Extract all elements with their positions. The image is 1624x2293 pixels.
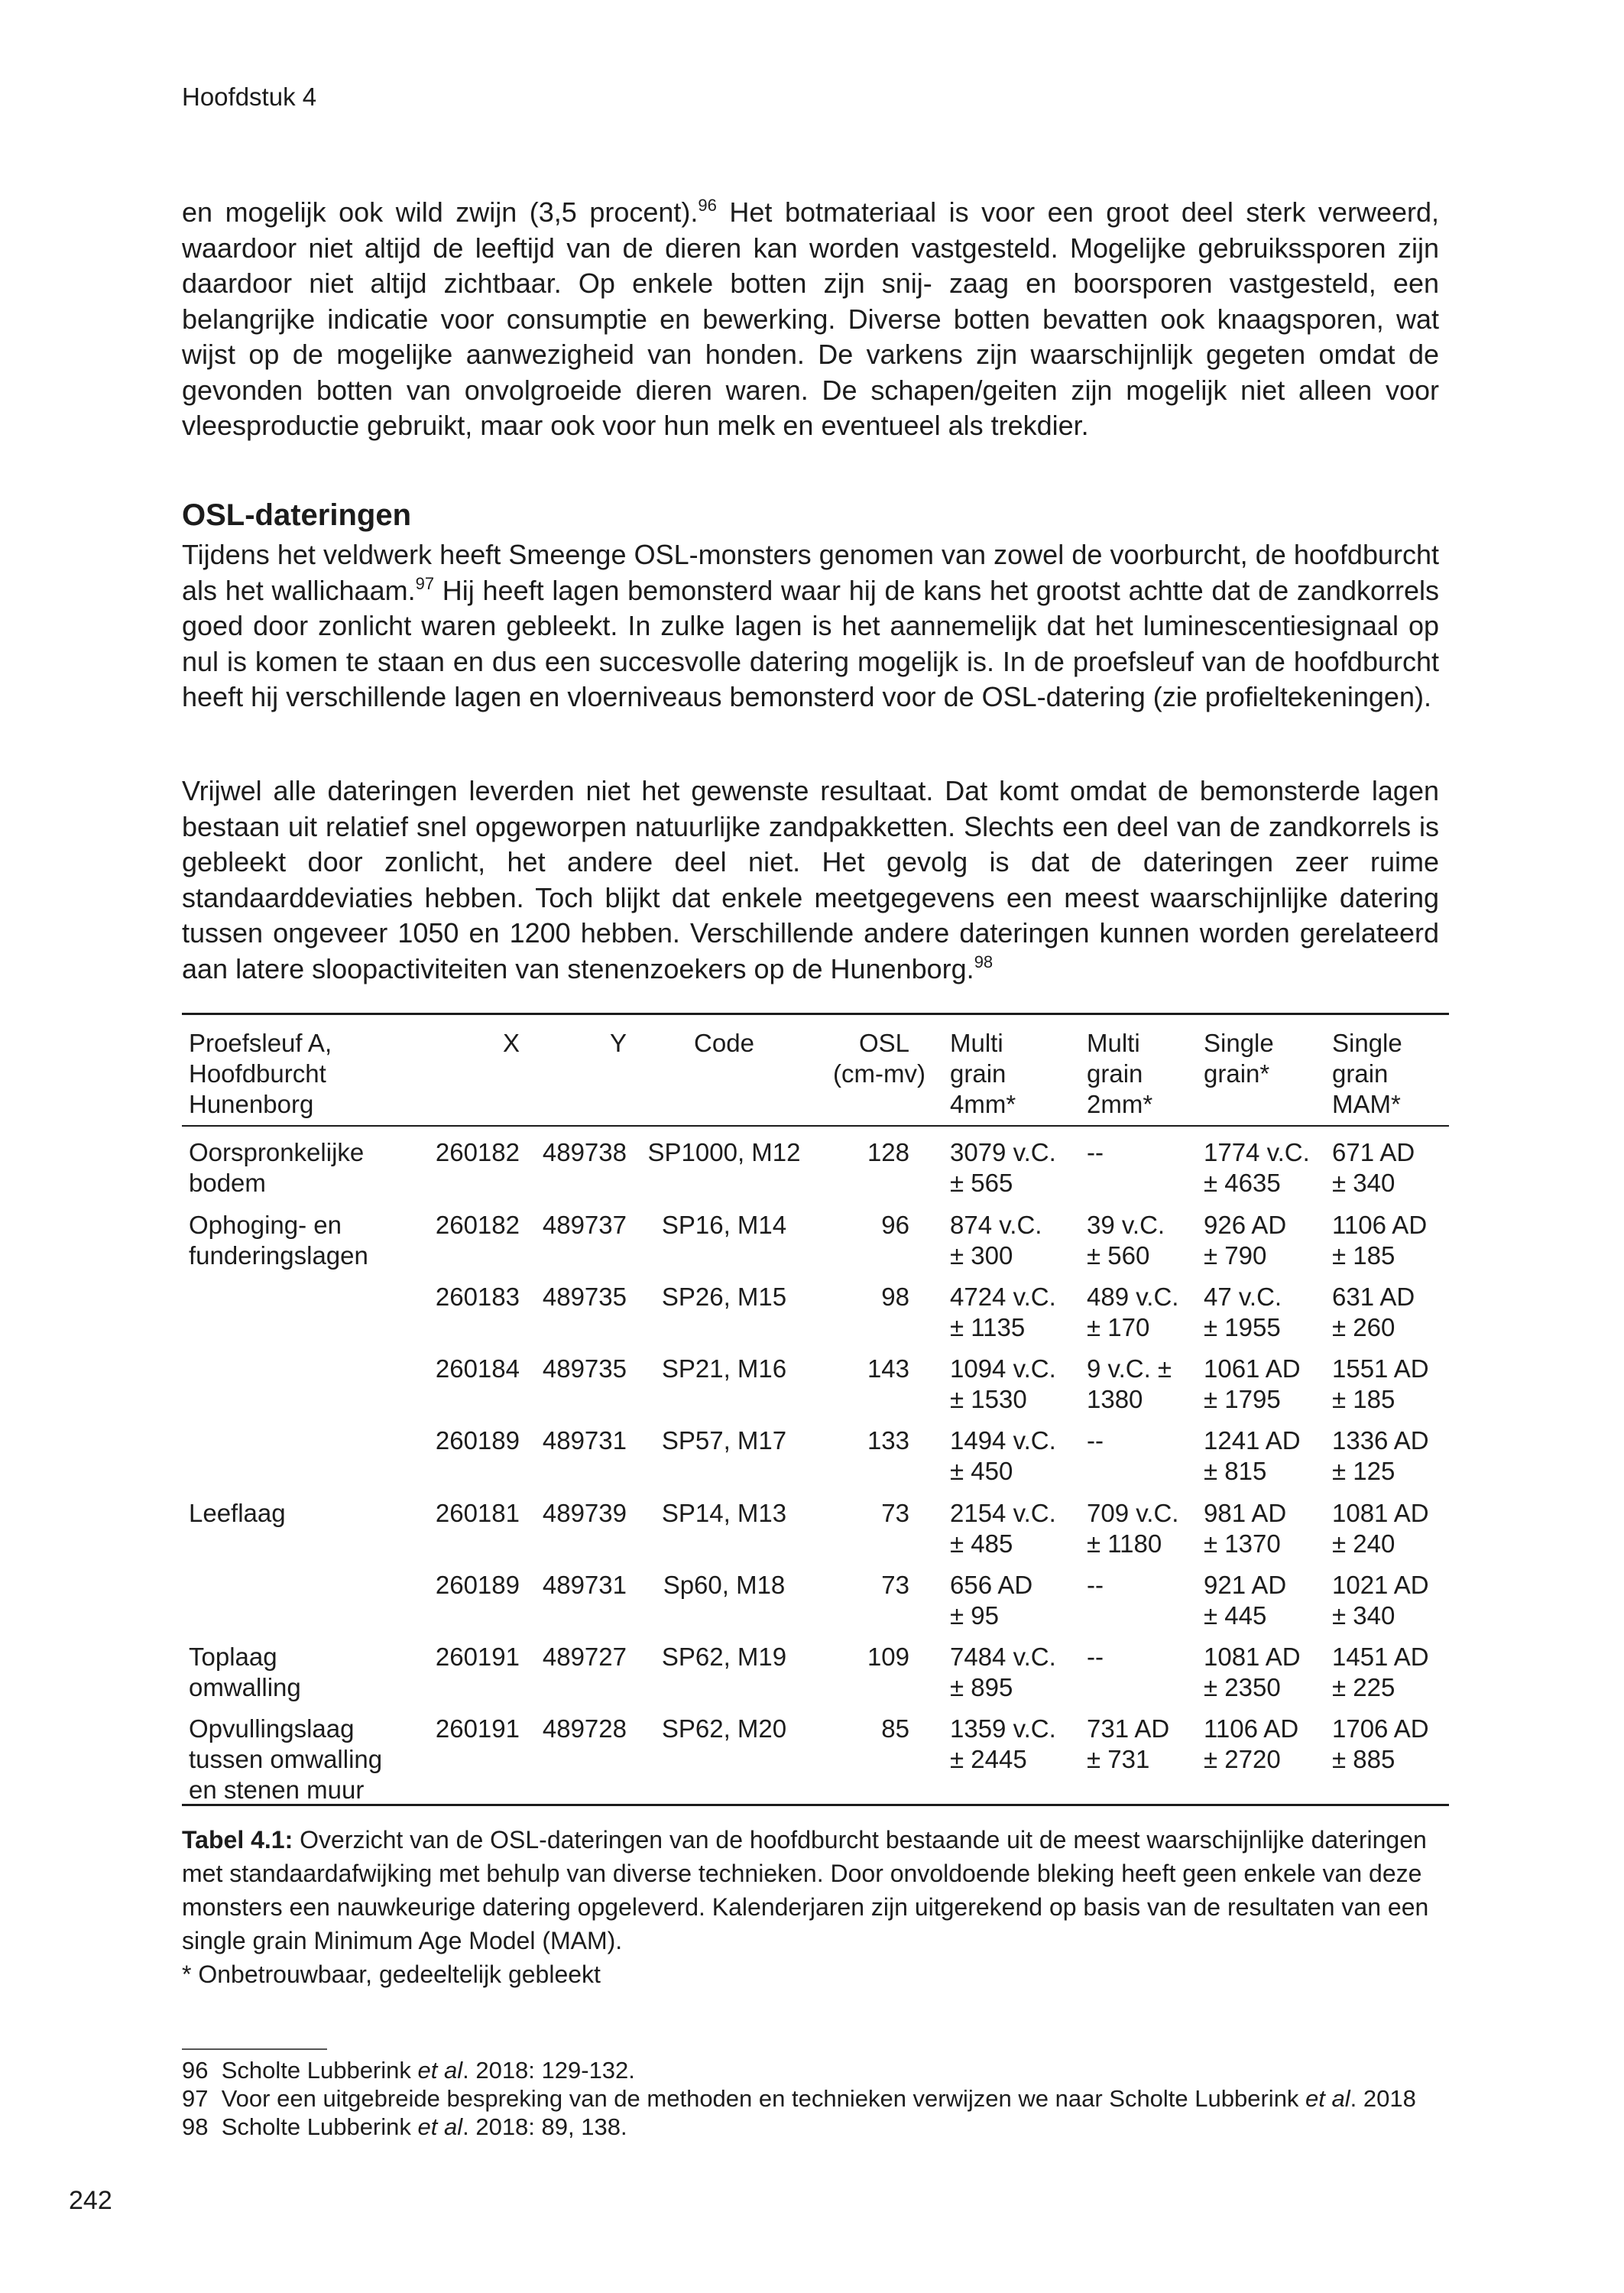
footnote-text: Scholte Lubberink xyxy=(221,2113,418,2140)
footnotes xyxy=(182,2056,1439,2141)
cell-line: ± 450 xyxy=(950,1457,1013,1485)
footnote-97 xyxy=(182,2084,1439,2113)
paragraph-osl-sampling xyxy=(182,537,1439,715)
cell-line: SP62, M20 xyxy=(661,1714,787,1743)
cell-single-grain xyxy=(1204,1354,1330,1415)
cell-line: tussen omwalling xyxy=(189,1745,383,1773)
cell-layer xyxy=(189,1714,418,1805)
cell-line: Leeflaag xyxy=(189,1499,286,1527)
cell-layer xyxy=(189,1498,418,1529)
cell-x-coord xyxy=(417,1425,520,1456)
cell-multi-grain-2mm xyxy=(1087,1425,1201,1456)
footnote-text: Voor een uitgebreide bespreking van de methoden en technieken verwijzen we naar Scholte Lubberink xyxy=(221,2085,1306,2112)
cell-single-grain xyxy=(1204,1642,1330,1703)
cell-line: 73 xyxy=(881,1571,909,1599)
cell-line: Single xyxy=(1332,1029,1402,1057)
cell-y-coord xyxy=(524,1714,627,1744)
cell-line: ± 240 xyxy=(1332,1529,1395,1558)
cell-single-grain-mam xyxy=(1332,1642,1454,1703)
cell-code xyxy=(634,1425,814,1456)
cell-line: ± 300 xyxy=(950,1241,1013,1270)
cell-line: Code xyxy=(694,1029,754,1057)
paragraph-text: Tijdens het veldwerk heeft Smeenge OSL-monsters genomen van zowel de voorburcht, de hoofdburcht als het wallichaam. xyxy=(182,539,1439,606)
cell-code xyxy=(634,1714,814,1744)
footnote-italic: et al xyxy=(417,2113,463,2140)
cell-line: en stenen muur xyxy=(189,1776,365,1804)
cell-multi-grain-2mm xyxy=(1087,1354,1201,1415)
cell-line: 260182 xyxy=(435,1138,520,1166)
cell-osl-depth xyxy=(833,1354,909,1384)
cell-line: 1451 AD xyxy=(1332,1643,1429,1671)
footnote-italic: et al xyxy=(417,2057,463,2084)
cell-y-coord xyxy=(524,1642,627,1672)
cell-line: Multi xyxy=(1087,1029,1140,1057)
cell-single-grain-mam xyxy=(1332,1282,1454,1343)
cell-line: -- xyxy=(1087,1571,1104,1599)
footnote-number: 96 xyxy=(182,2057,209,2084)
cell-code xyxy=(634,1570,814,1601)
cell-x-coord xyxy=(417,1210,520,1241)
cell-multi-grain-2mm xyxy=(1087,1714,1201,1775)
cell-line: 260183 xyxy=(435,1283,520,1311)
cell-x-coord xyxy=(417,1354,520,1384)
cell-line: 1494 v.C. xyxy=(950,1426,1056,1455)
cell-line: 1061 AD xyxy=(1204,1354,1301,1383)
cell-multi-grain-2mm xyxy=(1087,1282,1201,1343)
cell-code xyxy=(634,1137,814,1168)
cell-line: 9 v.C. ± xyxy=(1087,1354,1172,1383)
cell-line: ± 1530 xyxy=(950,1385,1027,1413)
cell-line: Opvullingslaag xyxy=(189,1714,355,1743)
cell-line: 260191 xyxy=(435,1643,520,1671)
cell-multi-grain-2mm xyxy=(1087,1642,1201,1672)
cell-line: -- xyxy=(1087,1426,1104,1455)
cell-line: 1359 v.C. xyxy=(950,1714,1056,1743)
footnote-ref-96[interactable]: 96 xyxy=(698,196,717,215)
cell-line: Oorspronkelijke xyxy=(189,1138,365,1166)
footnote-italic: et al xyxy=(1305,2085,1350,2112)
cell-line: 143 xyxy=(867,1354,909,1383)
cell-single-grain xyxy=(1204,1210,1330,1271)
table-top-rule xyxy=(182,1013,1449,1015)
cell-line: ± 485 xyxy=(950,1529,1013,1558)
footnote-text: . 2018: 129-132. xyxy=(462,2057,635,2084)
cell-line: 926 AD xyxy=(1204,1211,1287,1239)
cell-line: 709 v.C. xyxy=(1087,1499,1179,1527)
cell-line: ± 185 xyxy=(1332,1241,1395,1270)
cell-line: -- xyxy=(1087,1138,1104,1166)
cell-multi-grain-4mm xyxy=(950,1714,1080,1775)
cell-line: 2mm* xyxy=(1087,1090,1153,1118)
cell-line: 1106 AD xyxy=(1204,1714,1299,1743)
cell-single-grain xyxy=(1204,1282,1330,1343)
cell-line: ± 340 xyxy=(1332,1169,1395,1197)
footnote-separator xyxy=(182,2048,327,2050)
cell-code xyxy=(634,1498,814,1529)
cell-line: SP62, M19 xyxy=(661,1643,787,1671)
footnote-96 xyxy=(182,2056,1439,2084)
cell-line: ± 1370 xyxy=(1204,1529,1281,1558)
header-multi-grain-2mm xyxy=(1087,1028,1201,1120)
cell-line: 1081 AD xyxy=(1332,1499,1429,1527)
cell-line: Y xyxy=(609,1029,627,1057)
cell-single-grain xyxy=(1204,1498,1330,1559)
cell-line: ± 95 xyxy=(950,1601,999,1630)
cell-osl-depth xyxy=(833,1425,909,1456)
cell-line: 656 AD xyxy=(950,1571,1033,1599)
header-multi-grain-4mm xyxy=(950,1028,1080,1120)
cell-line: SP21, M16 xyxy=(661,1354,787,1383)
cell-line: 73 xyxy=(881,1499,909,1527)
cell-line: OSL xyxy=(858,1029,909,1057)
header-single-grain xyxy=(1204,1028,1330,1089)
cell-multi-grain-2mm xyxy=(1087,1210,1201,1271)
cell-line: 489727 xyxy=(542,1643,627,1671)
header-code xyxy=(634,1028,814,1059)
cell-line: ± 790 xyxy=(1204,1241,1267,1270)
cell-line: 1094 v.C. xyxy=(950,1354,1056,1383)
cell-line: 631 AD xyxy=(1332,1283,1415,1311)
cell-line: 260191 xyxy=(435,1714,520,1743)
cell-line: 731 AD xyxy=(1087,1714,1170,1743)
cell-line: X xyxy=(502,1029,520,1057)
cell-layer xyxy=(189,1210,418,1271)
cell-x-coord xyxy=(417,1642,520,1672)
footnote-text: Scholte Lubberink xyxy=(221,2057,418,2084)
running-head: Hoofdstuk 4 xyxy=(182,83,317,111)
cell-line: ± 170 xyxy=(1087,1313,1150,1341)
cell-osl-depth xyxy=(833,1642,909,1672)
section-title: OSL-dateringen xyxy=(182,498,412,532)
cell-line: grain xyxy=(1087,1059,1143,1088)
cell-line: ± 2445 xyxy=(950,1745,1027,1773)
cell-line: ± 445 xyxy=(1204,1601,1267,1630)
cell-multi-grain-4mm xyxy=(950,1282,1080,1343)
cell-line: 260182 xyxy=(435,1211,520,1239)
cell-line: ± 885 xyxy=(1332,1745,1395,1773)
cell-code xyxy=(634,1354,814,1384)
cell-line: 109 xyxy=(867,1643,909,1671)
cell-line: 489 v.C. xyxy=(1087,1283,1179,1311)
cell-line: ± 125 xyxy=(1332,1457,1395,1485)
cell-osl-depth xyxy=(833,1210,909,1241)
cell-line: 260189 xyxy=(435,1426,520,1455)
cell-multi-grain-4mm xyxy=(950,1570,1080,1631)
header-layer xyxy=(189,1028,418,1120)
cell-multi-grain-2mm xyxy=(1087,1498,1201,1559)
cell-line: -- xyxy=(1087,1643,1104,1671)
cell-line: 489731 xyxy=(542,1571,627,1599)
cell-line: bodem xyxy=(189,1169,266,1197)
cell-single-grain-mam xyxy=(1332,1714,1454,1775)
paragraph-text: Vrijwel alle dateringen leverden niet het gewenste resultaat. Dat komt omdat de bemonsterde lagen bestaan uit relatief snel opgeworpen natuurlijke zandpakketten. Slechts een deel van de zandkorrels is gebleekt door zonlicht, het andere deel niet. Het gevolg is dat de dateringen zeer ruime standaarddeviaties hebben. Toch blijkt dat enkele meetgegevens een meest waarschijnlijke datering tussen ongeveer 1050 en 1200 hebben. Verschillende andere dateringen kunnen worden gerelateerd aan latere sloopactiviteiten van stenenzoekers op de Hunenborg. xyxy=(182,775,1439,984)
cell-osl-depth xyxy=(833,1498,909,1529)
cell-y-coord xyxy=(524,1282,627,1312)
cell-line: 1706 AD xyxy=(1332,1714,1429,1743)
table-caption xyxy=(182,1823,1439,1991)
cell-line: 3079 v.C. xyxy=(950,1138,1056,1166)
cell-multi-grain-4mm xyxy=(950,1425,1080,1487)
caption-label: Tabel 4.1: xyxy=(182,1826,293,1854)
table-header-rule xyxy=(182,1125,1449,1127)
cell-line: 981 AD xyxy=(1204,1499,1287,1527)
cell-y-coord xyxy=(524,1354,627,1384)
cell-line: 489731 xyxy=(542,1426,627,1455)
cell-x-coord xyxy=(417,1714,520,1744)
cell-layer xyxy=(189,1137,418,1198)
cell-line: SP16, M14 xyxy=(661,1211,787,1239)
cell-line: ± 225 xyxy=(1332,1673,1395,1701)
cell-osl-depth xyxy=(833,1137,909,1168)
cell-line: ± 1955 xyxy=(1204,1313,1281,1341)
cell-osl-depth xyxy=(833,1282,909,1312)
cell-line: 260184 xyxy=(435,1354,520,1383)
header-osl-depth xyxy=(833,1028,925,1089)
cell-line: 4mm* xyxy=(950,1090,1016,1118)
cell-single-grain-mam xyxy=(1332,1210,1454,1271)
cell-line: Ophoging- en xyxy=(189,1211,342,1239)
cell-multi-grain-4mm xyxy=(950,1498,1080,1559)
cell-line: 1774 v.C. xyxy=(1204,1138,1310,1166)
cell-line: 1336 AD xyxy=(1332,1426,1429,1455)
cell-x-coord xyxy=(417,1498,520,1529)
cell-line: ± 731 xyxy=(1087,1745,1150,1773)
caption-text: Overzicht van de OSL-dateringen van de hoofdburcht bestaande uit de meest waarschijnlijke dateringen met standaardafwijking met behulp van diverse technieken. Door onvoldoende bleking heeft geen enkele van deze monsters een nauwkeurige datering opgeleverd. Kalenderjaren zijn uitgerekend op basis van de resultaten van een single grain Minimum Age Model (MAM). xyxy=(182,1826,1429,1954)
cell-line: 7484 v.C. xyxy=(950,1643,1056,1671)
cell-code xyxy=(634,1642,814,1672)
cell-line: ± 185 xyxy=(1332,1385,1395,1413)
cell-single-grain xyxy=(1204,1570,1330,1631)
cell-code xyxy=(634,1282,814,1312)
cell-line: omwalling xyxy=(189,1673,301,1701)
footnote-text: . 2018: 89, 138. xyxy=(462,2113,627,2140)
cell-y-coord xyxy=(524,1137,627,1168)
cell-single-grain-mam xyxy=(1332,1570,1454,1631)
paragraph-osl-results xyxy=(182,774,1439,987)
cell-line: 489728 xyxy=(542,1714,627,1743)
cell-osl-depth xyxy=(833,1570,909,1601)
cell-line: ± 565 xyxy=(950,1169,1013,1197)
cell-single-grain-mam xyxy=(1332,1354,1454,1415)
cell-line: 85 xyxy=(881,1714,909,1743)
cell-y-coord xyxy=(524,1425,627,1456)
footnote-98 xyxy=(182,2113,1439,2141)
cell-line: 1380 xyxy=(1087,1385,1143,1413)
cell-layer xyxy=(189,1642,418,1703)
cell-line: ± 4635 xyxy=(1204,1169,1281,1197)
cell-line: Hoofdburcht xyxy=(189,1059,326,1088)
cell-line: 874 v.C. xyxy=(950,1211,1042,1239)
cell-line: Proefsleuf A, xyxy=(189,1029,332,1057)
cell-line: grain xyxy=(1332,1059,1389,1088)
cell-line: MAM* xyxy=(1332,1090,1401,1118)
footnote-number: 97 xyxy=(182,2085,209,2112)
cell-line: (cm-mv) xyxy=(833,1059,925,1088)
cell-line: 489735 xyxy=(542,1354,627,1383)
cell-line: ± 895 xyxy=(950,1673,1013,1701)
cell-line: ± 1180 xyxy=(1087,1529,1162,1558)
page-number: 242 xyxy=(69,2186,112,2215)
header-x-coord xyxy=(417,1028,520,1059)
cell-single-grain xyxy=(1204,1425,1330,1487)
cell-x-coord xyxy=(417,1570,520,1601)
footnote-text: . 2018 xyxy=(1350,2085,1416,2112)
paragraph-text: Het botmateriaal is voor een groot deel sterk verweerd, waardoor niet altijd de leeftijd van de dieren kan worden vastgesteld. Mogelijke gebruikssporen zijn daardoor niet altijd zichtbaar. Op enkele botten zijn snij- zaag en boorsporen vastgesteld, een belangrijke indicatie voor consumptie en bewerking. Diverse botten bevatten ook knaagsporen, wat wijst op de mogelijke aanwezigheid van honden. De varkens zijn waarschijnlijk gegeten omdat de gevonden botten van onvolgroeide dieren waren. De schapen/geiten zijn mogelijk niet alleen voor vleesproductie gebruikt, maar ook voor hun melk en eventueel als trekdier. xyxy=(182,196,1439,441)
cell-line: 1241 AD xyxy=(1204,1426,1301,1455)
caption-note: * Onbetrouwbaar, gedeeltelijk gebleekt xyxy=(182,1961,601,1988)
cell-line: 39 v.C. xyxy=(1087,1211,1165,1239)
cell-line: Hunenborg xyxy=(189,1090,314,1118)
cell-line: SP26, M15 xyxy=(661,1283,787,1311)
cell-line: 489735 xyxy=(542,1283,627,1311)
paragraph-text: en mogelijk ook wild zwijn (3,5 procent). xyxy=(182,196,699,228)
cell-line: grain xyxy=(950,1059,1006,1088)
cell-line: 489737 xyxy=(542,1211,627,1239)
cell-line: 921 AD xyxy=(1204,1571,1287,1599)
cell-line: ± 340 xyxy=(1332,1601,1395,1630)
cell-line: ± 1795 xyxy=(1204,1385,1281,1413)
cell-line: Sp60, M18 xyxy=(663,1571,786,1599)
cell-line: 260181 xyxy=(435,1499,520,1527)
cell-y-coord xyxy=(524,1210,627,1241)
cell-line: 1021 AD xyxy=(1332,1571,1429,1599)
cell-line: grain* xyxy=(1204,1059,1270,1088)
cell-line: 128 xyxy=(867,1138,909,1166)
cell-multi-grain-2mm xyxy=(1087,1137,1201,1168)
footnote-ref-97[interactable]: 97 xyxy=(415,573,435,593)
cell-line: 1551 AD xyxy=(1332,1354,1429,1383)
footnote-ref-98[interactable]: 98 xyxy=(974,952,994,971)
cell-line: ± 2720 xyxy=(1204,1745,1281,1773)
cell-multi-grain-4mm xyxy=(950,1137,1080,1198)
cell-line: ± 560 xyxy=(1087,1241,1150,1270)
cell-line: Multi xyxy=(950,1029,1003,1057)
cell-line: 489739 xyxy=(542,1499,627,1527)
cell-line: 671 AD xyxy=(1332,1138,1415,1166)
cell-line: 4724 v.C. xyxy=(950,1283,1056,1311)
cell-line: 260189 xyxy=(435,1571,520,1599)
header-y-coord xyxy=(524,1028,627,1059)
cell-line: 47 v.C. xyxy=(1204,1283,1282,1311)
cell-line: Single xyxy=(1204,1029,1274,1057)
cell-y-coord xyxy=(524,1498,627,1529)
cell-line: 1106 AD xyxy=(1332,1211,1428,1239)
cell-line: ± 815 xyxy=(1204,1457,1267,1485)
cell-line: 98 xyxy=(881,1283,909,1311)
cell-code xyxy=(634,1210,814,1241)
cell-multi-grain-2mm xyxy=(1087,1570,1201,1601)
cell-single-grain-mam xyxy=(1332,1137,1454,1198)
cell-line: ± 2350 xyxy=(1204,1673,1281,1701)
cell-line: SP57, M17 xyxy=(661,1426,787,1455)
cell-x-coord xyxy=(417,1137,520,1168)
cell-single-grain-mam xyxy=(1332,1425,1454,1487)
cell-single-grain-mam xyxy=(1332,1498,1454,1559)
cell-line: SP1000, M12 xyxy=(647,1138,801,1166)
cell-multi-grain-4mm xyxy=(950,1210,1080,1271)
cell-line: 1081 AD xyxy=(1204,1643,1301,1671)
cell-line: Toplaag xyxy=(189,1643,277,1671)
cell-osl-depth xyxy=(833,1714,909,1744)
cell-line: funderingslagen xyxy=(189,1241,368,1270)
cell-line: 133 xyxy=(867,1426,909,1455)
cell-y-coord xyxy=(524,1570,627,1601)
cell-multi-grain-4mm xyxy=(950,1354,1080,1415)
cell-line: SP14, M13 xyxy=(661,1499,787,1527)
paragraph-fauna xyxy=(182,195,1439,444)
cell-line: 489738 xyxy=(542,1138,627,1166)
cell-x-coord xyxy=(417,1282,520,1312)
cell-line: 96 xyxy=(881,1211,909,1239)
cell-multi-grain-4mm xyxy=(950,1642,1080,1703)
header-single-grain-mam xyxy=(1332,1028,1454,1120)
paragraph-text: Hij heeft lagen bemonsterd waar hij de kans het grootst achtte dat de zandkorrels goed door zonlicht waren gebleekt. In zulke lagen is het aannemelijk dat het luminescentiesignaal op nul is komen te staan en dus een succesvolle datering mogelijk is. In de proefsleuf van de hoofdburcht heeft hij verschillende lagen en vloerniveaus bemonsterd voor de OSL-datering (zie profieltekeningen). xyxy=(182,574,1439,712)
footnote-number: 98 xyxy=(182,2113,209,2140)
cell-single-grain xyxy=(1204,1714,1330,1775)
cell-single-grain xyxy=(1204,1137,1330,1198)
cell-line: ± 260 xyxy=(1332,1313,1395,1341)
cell-line: ± 1135 xyxy=(950,1313,1026,1341)
cell-line: 2154 v.C. xyxy=(950,1499,1056,1527)
